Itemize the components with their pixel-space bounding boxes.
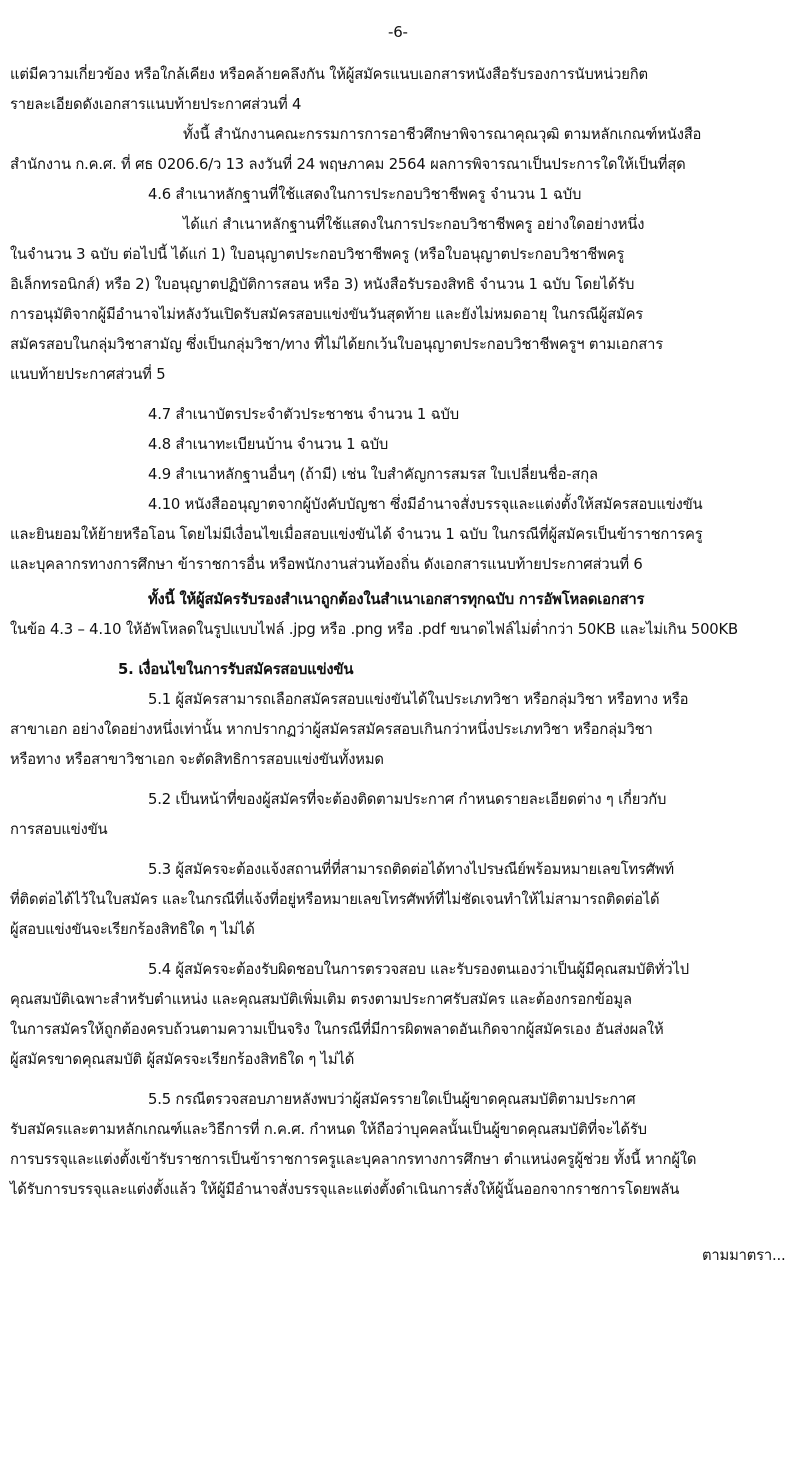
paragraph-line: ที่ติดต่อได้ไว้ในใบสมัคร และในกรณีที่แจ้งที่อยู่หรือหมายเลขโทรศัพท์ที่ไม่ชัดเจนทำให้ไม่สามารถติดต่อได้	[10, 891, 660, 908]
paragraph-line: สมัครสอบในกลุ่มวิชาสามัญ ซึ่งเป็นกลุ่มวิชา/ทาง ที่ไม่ได้ยกเว้นใบอนุญาตประกอบวิชาชีพครูฯ ตามเอกสาร	[10, 336, 663, 353]
paragraph-line: รายละเอียดดังเอกสารแนบท้ายประกาศส่วนที่ 4	[10, 96, 302, 113]
paragraph-line: คุณสมบัติเฉพาะสำหรับตำแหน่ง และคุณสมบัติเพิ่มเติม ตรงตามประกาศรับสมัคร และต้องกรอกข้อมูล	[10, 991, 632, 1008]
paragraph-line: การบรรจุและแต่งตั้งเข้ารับราชการเป็นข้าราชการครูและบุคลากรทางการศึกษา ตำแหน่งครูผู้ช่วย ทั้งนี้ หากผู้ใด	[10, 1151, 697, 1168]
paragraph-line: สำนักงาน ก.ค.ศ. ที่ ศธ 0206.6/ว 13 ลงวันที่ 24 พฤษภาคม 2564 ผลการพิจารณาเป็นประการใดให้เป็นที่สุด	[10, 156, 686, 173]
page-number: -6-	[388, 23, 408, 41]
paragraph-line: การสอบแข่งขัน	[10, 821, 108, 838]
paragraph-line: แนบท้ายประกาศส่วนที่ 5	[10, 366, 166, 383]
list-item-5-3: 5.3 ผู้สมัครจะต้องแจ้งสถานที่ที่สามารถติดต่อได้ทางไปรษณีย์พร้อมหมายเลขโทรศัพท์	[148, 861, 674, 878]
note-bold-line: ทั้งนี้ ให้ผู้สมัครรับรองสำเนาถูกต้องในสำเนาเอกสารทุกฉบับ การอัพโหลดเอกสาร	[148, 591, 645, 608]
paragraph-line: อิเล็กทรอนิกส์) หรือ 2) ใบอนุญาตปฏิบัติการสอน หรือ 3) หนังสือรับรองสิทธิ จำนวน 1 ฉบับ โดยได้รับ	[10, 276, 635, 293]
paragraph-line: ได้แก่ สำเนาหลักฐานที่ใช้แสดงในการประกอบวิชาชีพครู อย่างใดอย่างหนึ่ง	[183, 216, 645, 233]
section-heading: 5. เงื่อนไขในการรับสมัครสอบแข่งขัน	[118, 661, 354, 678]
paragraph-line: สาขาเอก อย่างใดอย่างหนึ่งเท่านั้น หากปรากฏว่าผู้สมัครสมัครสอบเกินกว่าหนึ่งประเภทวิชา หรือกลุ่มวิชา	[10, 721, 653, 738]
paragraph-line: ในจำนวน 3 ฉบับ ต่อไปนี้ ได้แก่ 1) ใบอนุญาตประกอบวิชาชีพครู (หรือใบอนุญาตประกอบวิชาชีพครู	[10, 246, 625, 263]
paragraph-line: การอนุมัติจากผู้มีอำนาจไม่หลังวันเปิดรับสมัครสอบแข่งขันวันสุดท้าย และยังไม่หมดอายุ ในกรณีผู้สมัคร	[10, 306, 644, 323]
paragraph-line: ผู้สมัครขาดคุณสมบัติ ผู้สมัครจะเรียกร้องสิทธิใด ๆ ไม่ได้	[10, 1051, 355, 1068]
list-item-4-8: 4.8 สำเนาทะเบียนบ้าน จำนวน 1 ฉบับ	[148, 436, 389, 453]
list-item-4-7: 4.7 สำเนาบัตรประจำตัวประชาชน จำนวน 1 ฉบับ	[148, 406, 459, 423]
paragraph-line: ทั้งนี้ สำนักงานคณะกรรมการการอาชีวศึกษาพิจารณาคุณวุฒิ ตามหลักเกณฑ์หนังสือ	[183, 126, 702, 143]
list-item-5-5: 5.5 กรณีตรวจสอบภายหลังพบว่าผู้สมัครรายใดเป็นผู้ขาดคุณสมบัติตามประกาศ	[148, 1091, 636, 1108]
list-item-5-2: 5.2 เป็นหน้าที่ของผู้สมัครที่จะต้องติดตามประกาศ กำหนดรายละเอียดต่าง ๆ เกี่ยวกับ	[148, 791, 667, 808]
paragraph-line: ในข้อ 4.3 – 4.10 ให้อัพโหลดในรูปแบบไฟล์ .jpg หรือ .png หรือ .pdf ขนาดไฟล์ไม่ต่ำกว่า 50KB และไม่เกิน 500KB	[10, 621, 738, 638]
continuation-note: ตามมาตรา...	[702, 1247, 786, 1264]
paragraph-line: ผู้สอบแข่งขันจะเรียกร้องสิทธิใด ๆ ไม่ได้	[10, 921, 255, 938]
paragraph-line: รับสมัครและตามหลักเกณฑ์และวิธีการที่ ก.ค.ศ. กำหนด ให้ถือว่าบุคคลนั้นเป็นผู้ขาดคุณสมบัติที่จะได้รับ	[10, 1121, 647, 1138]
paragraph-line: และยินยอมให้ย้ายหรือโอน โดยไม่มีเงื่อนไขเมื่อสอบแข่งขันได้ จำนวน 1 ฉบับ ในกรณีที่ผู้สมัครเป็นข้าราชการครู	[10, 526, 703, 543]
paragraph-line: แต่มีความเกี่ยวข้อง หรือใกล้เคียง หรือคล้ายคลึงกัน ให้ผู้สมัครแนบเอกสารหนังสือรับรองการนับหน่วยกิต	[10, 66, 648, 83]
list-item-4-9: 4.9 สำเนาหลักฐานอื่นๆ (ถ้ามี) เช่น ใบสำคัญการสมรส ใบเปลี่ยนชื่อ-สกุล	[148, 466, 598, 483]
paragraph-line: หรือทาง หรือสาขาวิชาเอก จะตัดสิทธิการสอบแข่งขันทั้งหมด	[10, 751, 384, 768]
list-item-5-1: 5.1 ผู้สมัครสามารถเลือกสมัครสอบแข่งขันได้ในประเภทวิชา หรือกลุ่มวิชา หรือทาง หรือ	[148, 691, 689, 708]
paragraph-line: ได้รับการบรรจุและแต่งตั้งแล้ว ให้ผู้มีอำนาจสั่งบรรจุและแต่งตั้งดำเนินการสั่งให้ผู้นั้นออกจากราชการโดยพลัน	[10, 1181, 680, 1198]
list-item-4-6: 4.6 สำเนาหลักฐานที่ใช้แสดงในการประกอบวิชาชีพครู จำนวน 1 ฉบับ	[148, 186, 582, 203]
paragraph-line: ในการสมัครให้ถูกต้องครบถ้วนตามความเป็นจริง ในกรณีที่มีการผิดพลาดอันเกิดจากผู้สมัครเอง อันส่งผลให้	[10, 1021, 664, 1038]
list-item-4-10: 4.10 หนังสืออนุญาตจากผู้บังคับบัญชา ซึ่งมีอำนาจสั่งบรรจุและแต่งตั้งให้สมัครสอบแข่งขัน	[148, 496, 703, 513]
list-item-5-4: 5.4 ผู้สมัครจะต้องรับผิดชอบในการตรวจสอบ และรับรองตนเองว่าเป็นผู้มีคุณสมบัติทั่วไป	[148, 961, 689, 978]
paragraph-line: และบุคลากรทางการศึกษา ข้าราชการอื่น หรือพนักงานส่วนท้องถิ่น ดังเอกสารแนบท้ายประกาศส่วนที่ 6	[10, 556, 643, 573]
